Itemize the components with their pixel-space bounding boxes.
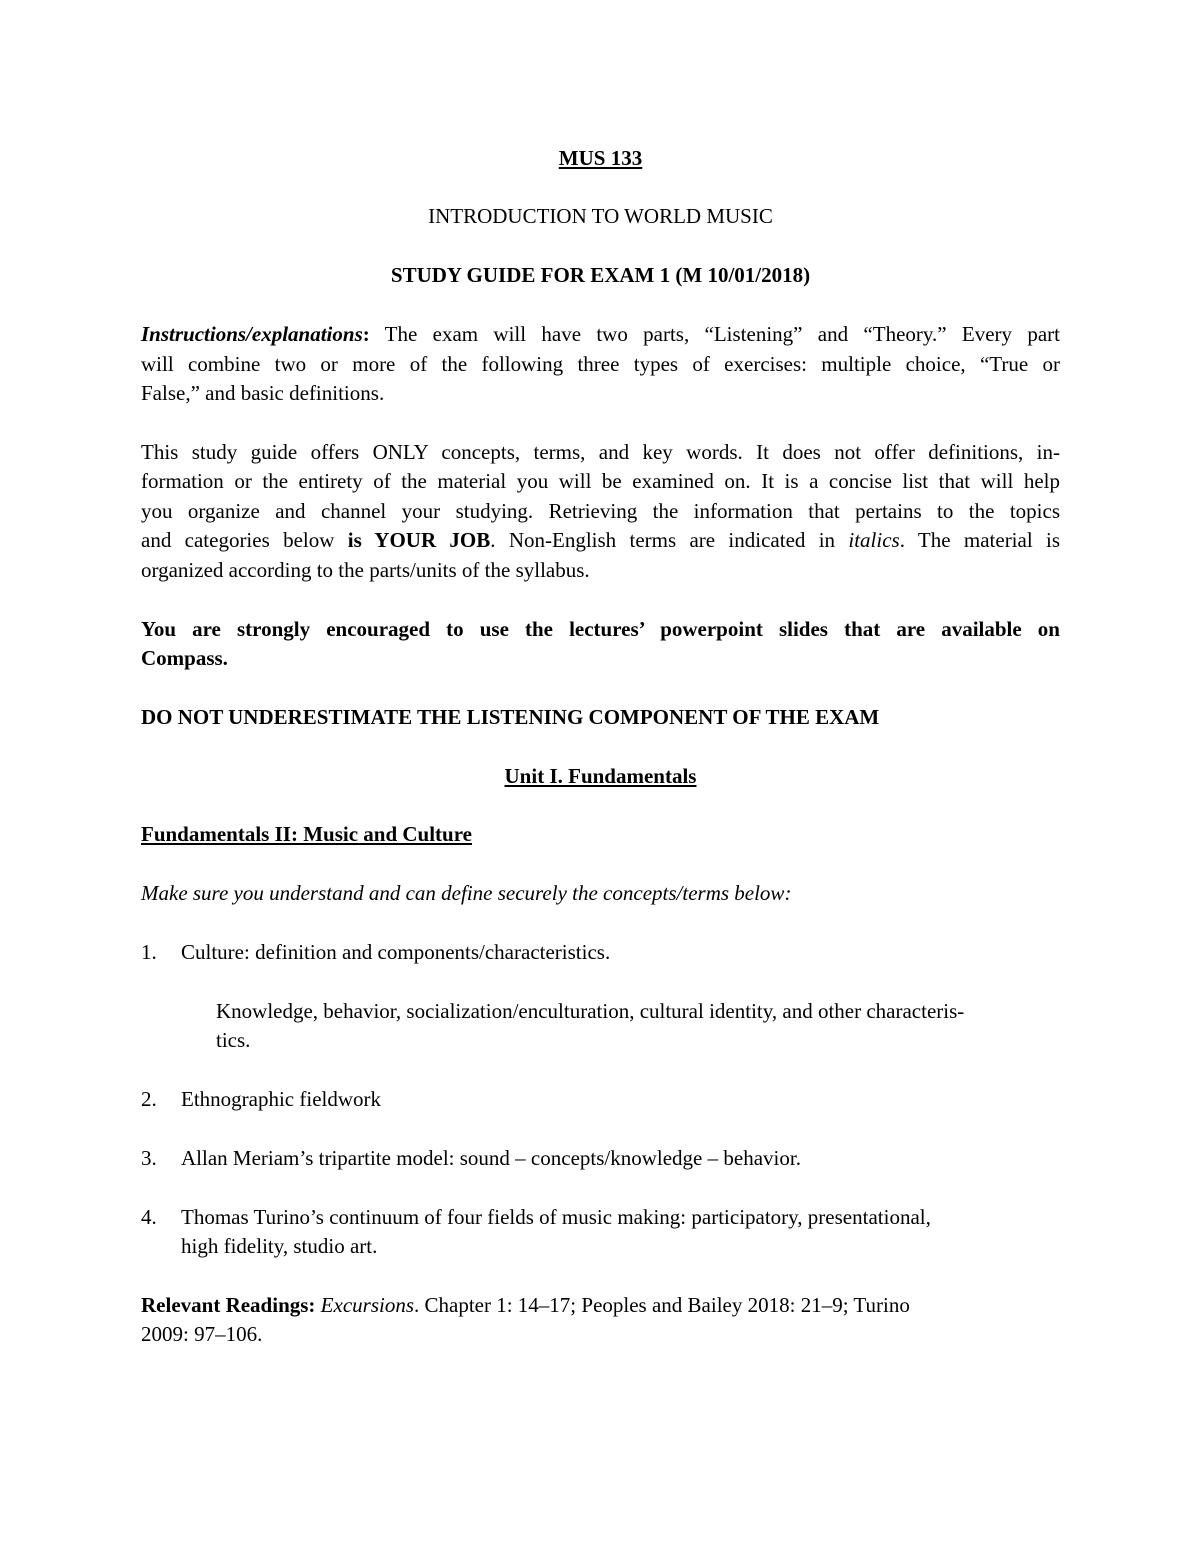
readings-line-2: 2009: 97–106.: [141, 1322, 263, 1346]
unit-title: Unit I. Fundamentals: [504, 764, 697, 788]
encouragement-line-2: Compass.: [141, 646, 228, 670]
readings-line-1: [141, 1291, 1060, 1321]
instructions-line-1-text: The exam will have two parts, “Listening” and “Theory.” Every part: [369, 322, 1060, 346]
guide-title: STUDY GUIDE FOR EXAM 1 (M 10/01/2018): [390, 263, 811, 287]
italics-word: italics: [848, 528, 900, 552]
readings-label: Relevant Readings:: [141, 1293, 316, 1317]
study-guide-line-2: formation or the entirety of the material you will be examined on. It is a concise list that will help: [141, 469, 1060, 493]
course-code: MUS 133: [558, 146, 643, 170]
list-item-detail-line-2: tics.: [216, 1028, 251, 1052]
instructions-line-2: will combine two or more of the following three types of exercises: multiple choice, “True or: [141, 352, 1060, 376]
list-item-number: 3.: [141, 1146, 157, 1170]
encouragement-line-1: You are strongly encouraged to use the lectures’ powerpoint slides that are available on: [141, 617, 1060, 641]
list-item-number: 4.: [141, 1205, 157, 1229]
study-guide-line-3: you organize and channel your studying. Retrieving the information that pertains to the topics: [141, 499, 1060, 523]
section-title: Fundamentals II: Music and Culture: [141, 822, 472, 846]
instructions-line-3: False,” and basic definitions.: [141, 381, 385, 405]
list-item-number: 1.: [141, 940, 157, 964]
readings-book-title: Excursions: [320, 1293, 414, 1317]
list-item-text: Ethnographic fieldwork: [181, 1087, 382, 1111]
course-title: INTRODUCTION TO WORLD MUSIC: [428, 204, 773, 228]
instructions-line-1: [141, 320, 1060, 350]
study-guide-line-4-a: and categories below: [141, 528, 348, 552]
list-item-text-line-2: high fidelity, studio art.: [181, 1234, 378, 1258]
list-item-number: 2.: [141, 1087, 157, 1111]
study-guide-line-1: This study guide offers ONLY concepts, terms, and key words. It does not offer definitions, in-: [141, 440, 1060, 464]
study-guide-line-4-c: . Non-English terms are indicated in: [490, 528, 849, 552]
readings-line-1-text: . Chapter 1: 14–17; Peoples and Bailey 2018: 21–9; Turino: [414, 1293, 910, 1317]
list-item-text: Allan Meriam’s tripartite model: sound – concepts/knowledge – behavior.: [181, 1146, 801, 1170]
list-item-text: Culture: definition and components/characteristics.: [181, 940, 611, 964]
list-item-text: Thomas Turino’s continuum of four fields of music making: participatory, presentational,: [181, 1205, 931, 1229]
study-guide-line-4-e: . The material is: [899, 528, 1060, 552]
concepts-instruction: Make sure you understand and can define securely the concepts/terms below:: [141, 881, 792, 905]
instructions-label: Instructions/explanations: [141, 322, 363, 346]
your-job-emphasis: is YOUR JOB: [347, 528, 491, 552]
listening-warning: DO NOT UNDERESTIMATE THE LISTENING COMPONENT OF THE EXAM: [141, 705, 880, 729]
list-item-detail-line-1: Knowledge, behavior, socialization/enculturation, cultural identity, and other characteris-: [216, 999, 965, 1023]
instructions-colon: :: [362, 322, 370, 346]
study-guide-line-5: organized according to the parts/units of the syllabus.: [141, 558, 590, 582]
study-guide-line-4: [141, 526, 1060, 556]
